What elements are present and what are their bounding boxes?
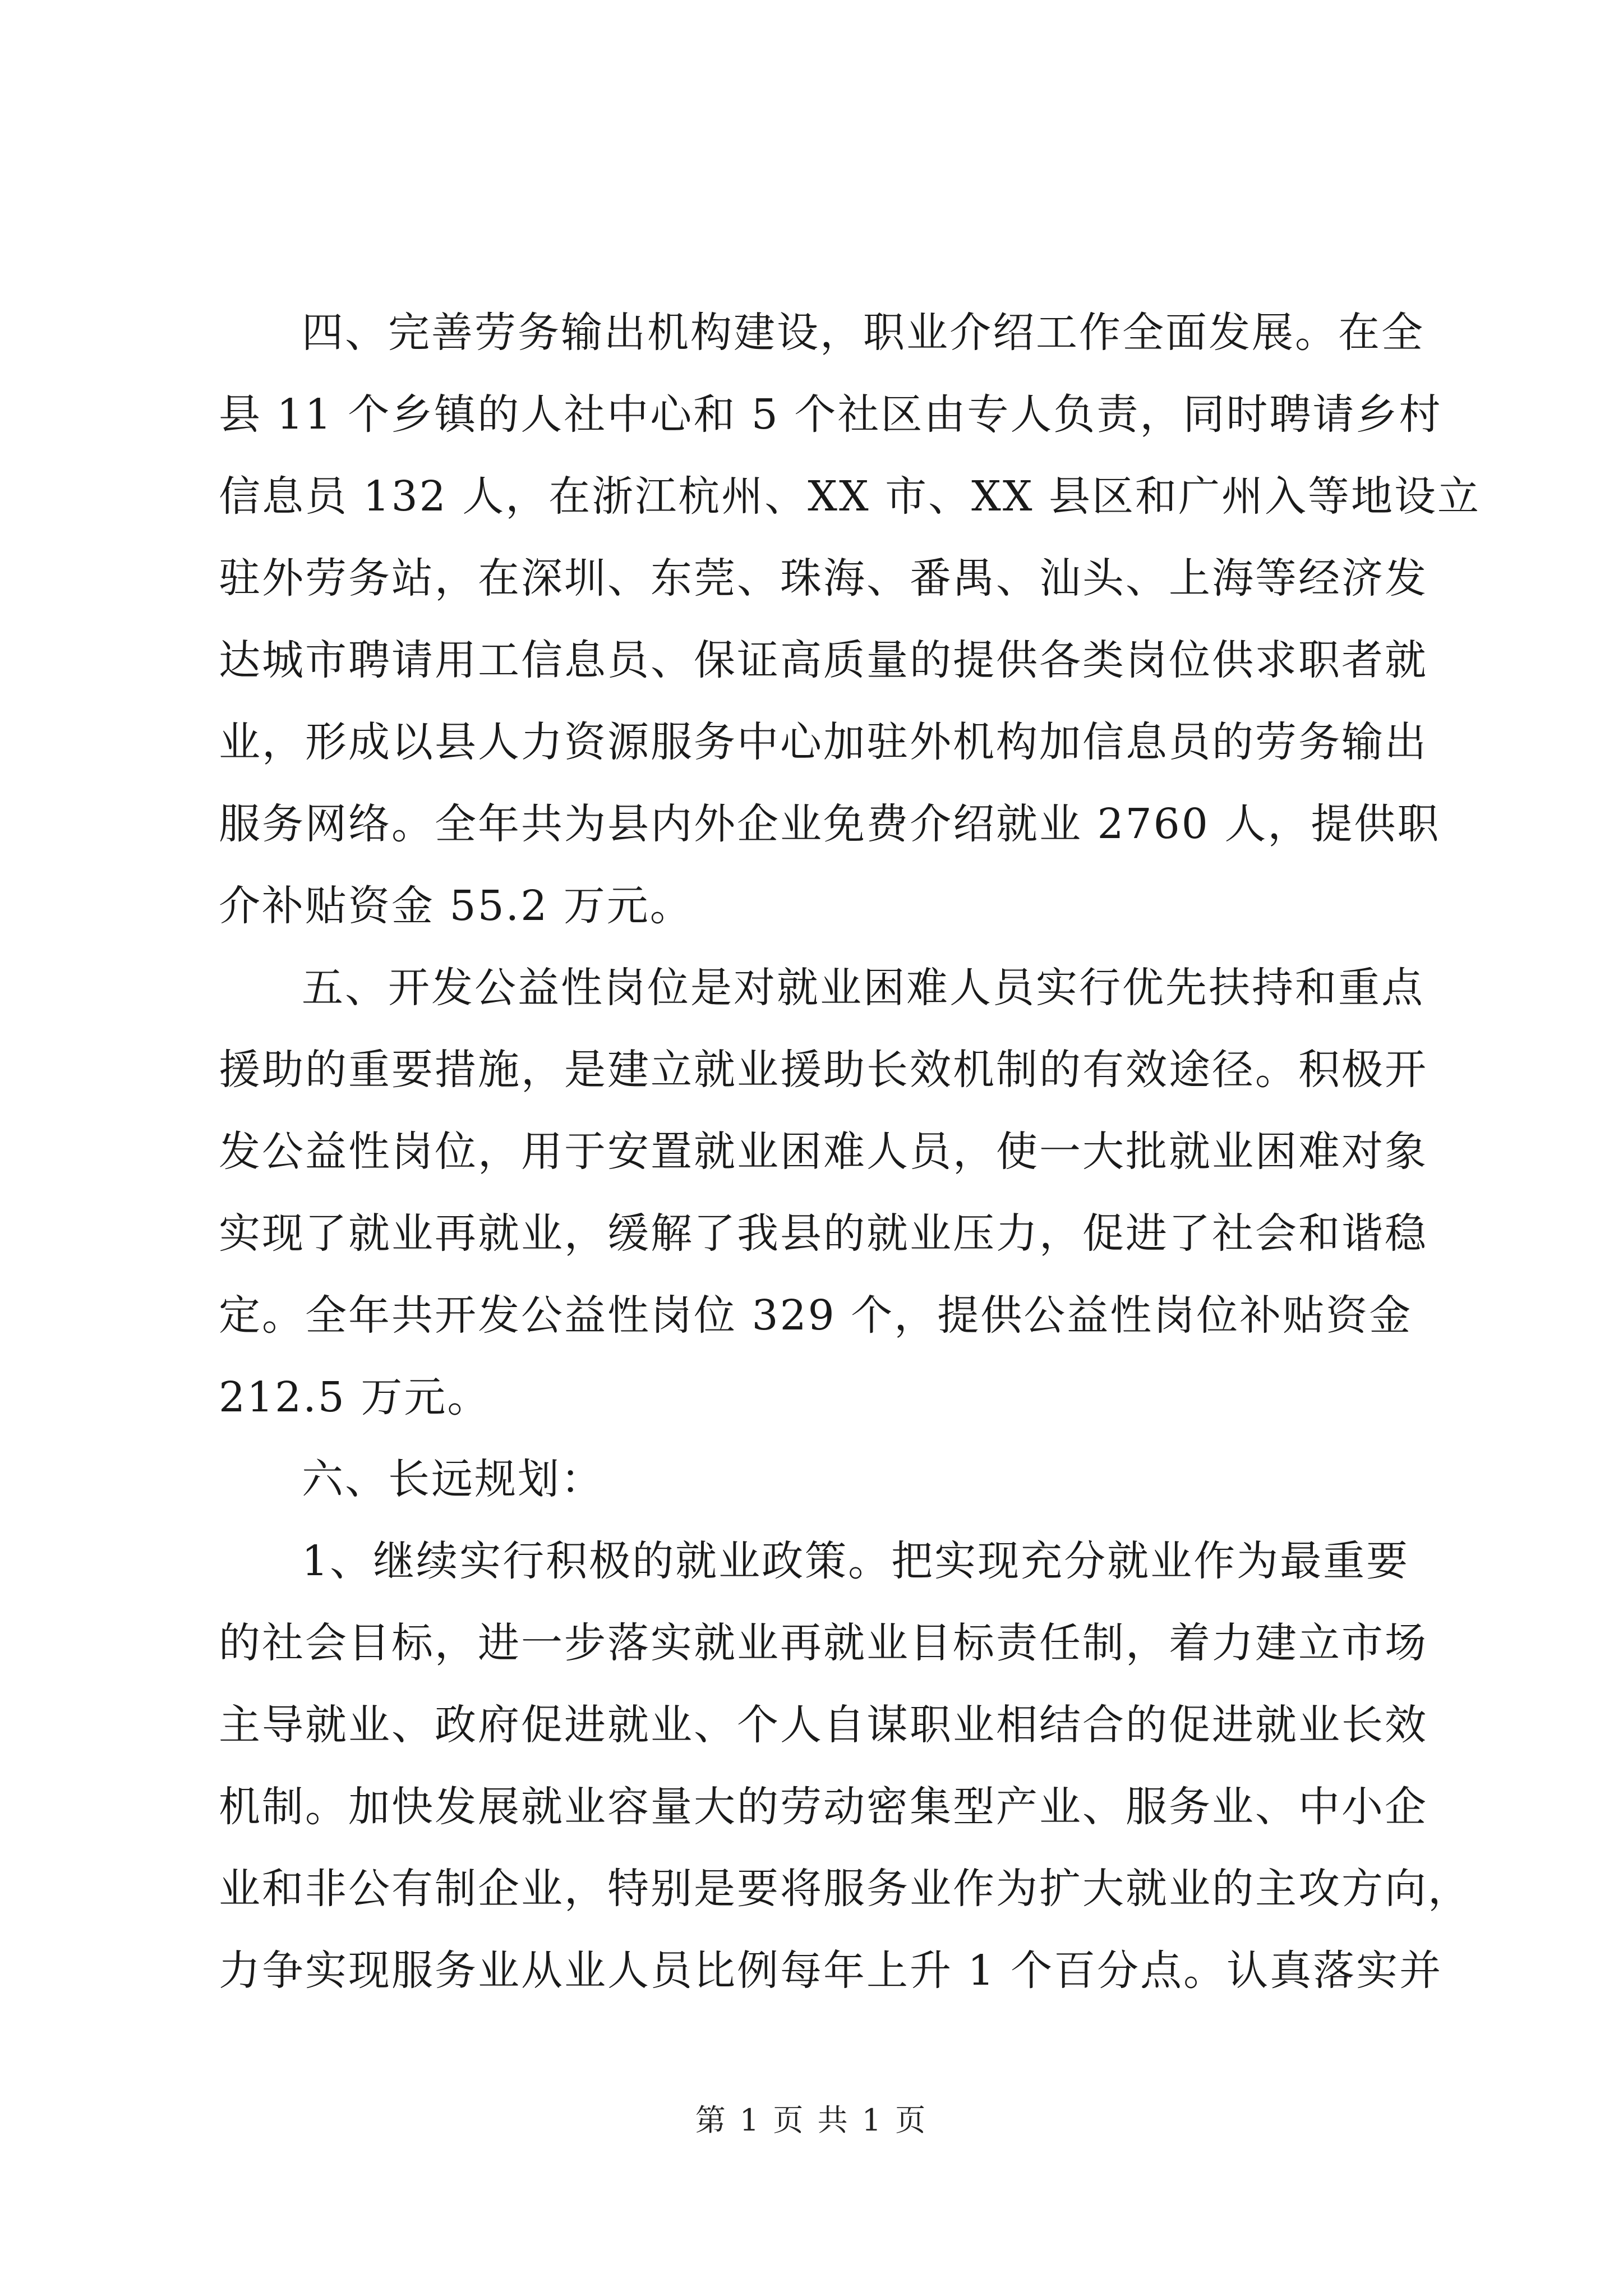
paragraph-4-line-6: 业，形成以县人力资源服务中心加驻外机构加信息员的劳务输出: [219, 718, 1428, 766]
paragraph-4-line-5: 达城市聘请用工信息员、保证高质量的提供各类岗位供求职者就: [219, 636, 1428, 684]
section-6-heading: 六、长远规划：: [302, 1455, 604, 1503]
item-1-line-1: 1、继续实行积极的就业政策。把实现充分就业作为最重要: [302, 1537, 1410, 1585]
paragraph-5-line-4: 实现了就业再就业，缓解了我县的就业压力，促进了社会和谐稳: [219, 1209, 1428, 1258]
item-1-line-6: 力争实现服务业从业人员比例每年上升 1 个百分点。认真落实并: [219, 1947, 1443, 1995]
paragraph-5-line-1: 五、开发公益性岗位是对就业困难人员实行优先扶持和重点: [302, 964, 1424, 1012]
paragraph-4-line-8: 介补贴资金 55.2 万元。: [219, 882, 693, 930]
paragraph-4-line-4: 驻外劳务站，在深圳、东莞、珠海、番禺、汕头、上海等经济发: [219, 554, 1428, 602]
item-1-line-4: 机制。加快发展就业容量大的劳动密集型产业、服务业、中小企: [219, 1783, 1428, 1831]
paragraph-5-line-3: 发公益性岗位，用于安置就业困难人员，使一大批就业困难对象: [219, 1128, 1428, 1176]
item-1-line-2: 的社会目标，进一步落实就业再就业目标责任制，着力建立市场: [219, 1619, 1428, 1667]
paragraph-5-line-6: 212.5 万元。: [219, 1373, 491, 1421]
page-footer: [0, 2098, 1623, 2143]
paragraph-5-line-5: 定。全年共开发公益性岗位 329 个，提供公益性岗位补贴资金: [219, 1291, 1413, 1340]
item-1-line-3: 主导就业、政府促进就业、个人自谋职业相结合的促进就业长效: [219, 1701, 1428, 1749]
page-number-label: 第 1 页 共 1 页: [695, 2102, 928, 2138]
paragraph-4-line-7: 服务网络。全年共为县内外企业免费介绍就业 2760 人，提供职: [219, 800, 1441, 848]
paragraph-5-line-2: 援助的重要措施，是建立就业援助长效机制的有效途径。积极开: [219, 1046, 1428, 1094]
item-1-line-5: 业和非公有制企业，特别是要将服务业作为扩大就业的主攻方向，: [219, 1865, 1471, 1913]
paragraph-4-line-2: 县 11 个乡镇的人社中心和 5 个社区由专人负责，同时聘请乡村: [219, 390, 1442, 439]
paragraph-4-line-3: 信息员 132 人，在浙江杭州、XX 市、XX 县区和广州入等地设立: [219, 472, 1481, 521]
paragraph-4-line-1: 四、完善劳务输出机构建设，职业介绍工作全面发展。在全: [302, 309, 1424, 357]
body-text: [219, 292, 1481, 2012]
